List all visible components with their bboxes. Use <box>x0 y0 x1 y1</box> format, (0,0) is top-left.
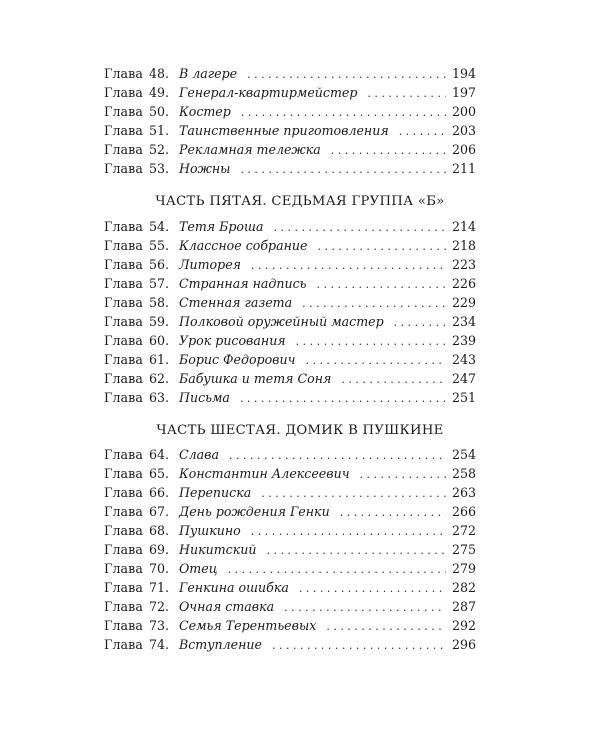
page-number: 263 <box>451 485 476 500</box>
chapter-word: Глава <box>104 485 143 500</box>
dot-leader <box>305 351 446 370</box>
toc-entry[interactable] <box>104 445 476 464</box>
page-number: 206 <box>451 142 476 157</box>
chapter-word: Глава <box>104 523 143 538</box>
page-number: 287 <box>451 599 476 614</box>
toc-entry[interactable] <box>104 483 476 502</box>
chapter-number: 67. <box>148 504 169 519</box>
chapter-word: Глава <box>104 161 143 176</box>
dot-leader <box>240 389 446 408</box>
chapter-number: 49. <box>148 85 169 100</box>
dot-leader <box>261 484 446 503</box>
chapter-number: 51. <box>148 123 169 138</box>
toc-entry[interactable] <box>104 102 476 121</box>
chapter-word: Глава <box>104 66 143 81</box>
dot-leader <box>272 636 446 655</box>
chapter-word: Глава <box>104 466 143 481</box>
chapter-title: Письма <box>178 390 230 405</box>
chapter-word: Глава <box>104 257 143 272</box>
chapter-number: 72. <box>148 599 169 614</box>
dot-leader <box>266 541 446 560</box>
chapter-title: В лагере <box>178 66 238 81</box>
toc-entry[interactable] <box>104 255 476 274</box>
chapter-word: Глава <box>104 371 143 386</box>
page-number: 247 <box>451 371 476 386</box>
chapter-number: 70. <box>148 561 169 576</box>
page-number: 194 <box>451 66 476 81</box>
toc-entry[interactable] <box>104 217 476 236</box>
toc-entry[interactable] <box>104 521 476 540</box>
chapter-number: 74. <box>148 637 169 652</box>
toc-entry[interactable] <box>104 293 476 312</box>
chapter-title: Константин Алексеевич <box>178 466 350 481</box>
chapter-title: Таинственные приготовления <box>178 123 389 138</box>
page-number: 272 <box>451 523 476 538</box>
chapter-number: 60. <box>148 333 169 348</box>
dot-leader <box>326 617 446 636</box>
chapter-number: 73. <box>148 618 169 633</box>
chapter-title: Генкина ошибка <box>178 580 289 595</box>
chapter-title: Ножны <box>178 161 231 176</box>
chapter-word: Глава <box>104 390 143 405</box>
chapter-title: Полковой оружейный мастер <box>178 314 384 329</box>
dot-leader <box>241 103 446 122</box>
page-number: 275 <box>451 542 476 557</box>
chapter-word: Глава <box>104 561 143 576</box>
toc-entry[interactable] <box>104 597 476 616</box>
chapter-word: Глава <box>104 123 143 138</box>
chapter-number: 71. <box>148 580 169 595</box>
chapter-title: Вступление <box>178 637 262 652</box>
dot-leader <box>399 122 446 141</box>
chapter-word: Глава <box>104 142 143 157</box>
page-number: 200 <box>451 104 476 119</box>
page-number: 218 <box>451 238 476 253</box>
page-number: 282 <box>451 580 476 595</box>
dot-leader <box>360 465 446 484</box>
page-number: 243 <box>451 352 476 367</box>
dot-leader <box>331 141 446 160</box>
chapter-word: Глава <box>104 504 143 519</box>
chapter-title: Отец <box>178 561 218 576</box>
toc-entry[interactable] <box>104 369 476 388</box>
dot-leader <box>341 370 446 389</box>
dot-leader <box>273 218 446 237</box>
chapter-title: Рекламная тележка <box>178 142 321 157</box>
chapter-word: Глава <box>104 352 143 367</box>
dot-leader <box>299 579 446 598</box>
toc-entry[interactable] <box>104 83 476 102</box>
toc-entry[interactable] <box>104 121 476 140</box>
toc-entry[interactable] <box>104 635 476 654</box>
chapter-word: Глава <box>104 219 143 234</box>
chapter-number: 59. <box>148 314 169 329</box>
dot-leader <box>317 237 446 256</box>
page-number: 258 <box>451 466 476 481</box>
toc-entry[interactable] <box>104 140 476 159</box>
chapter-title: Борис Федорович <box>178 352 296 367</box>
chapter-number: 62. <box>148 371 169 386</box>
toc-entry[interactable] <box>104 388 476 407</box>
toc-entry[interactable] <box>104 64 476 83</box>
dot-leader <box>240 160 446 179</box>
chapter-title: Пушкино <box>178 523 241 538</box>
chapter-title: День рождения Генки <box>178 504 330 519</box>
toc-entry[interactable] <box>104 350 476 369</box>
toc-entry[interactable] <box>104 540 476 559</box>
chapter-word: Глава <box>104 618 143 633</box>
chapter-title: Урок рисования <box>178 333 286 348</box>
page-number: 279 <box>451 561 476 576</box>
toc-group-part-four-tail <box>104 64 476 178</box>
page-number: 292 <box>451 618 476 633</box>
toc-group-part-six <box>104 445 476 654</box>
chapter-title: Классное собрание <box>178 238 308 253</box>
chapter-word: Глава <box>104 637 143 652</box>
toc-entry[interactable] <box>104 236 476 255</box>
page-number: 234 <box>451 314 476 329</box>
chapter-number: 52. <box>148 142 169 157</box>
chapter-word: Глава <box>104 447 143 462</box>
page-number: 226 <box>451 276 476 291</box>
page-number: 229 <box>451 295 476 310</box>
page-number: 251 <box>451 390 476 405</box>
toc-entry[interactable] <box>104 331 476 350</box>
toc-group-part-five <box>104 217 476 407</box>
chapter-number: 69. <box>148 542 169 557</box>
chapter-word: Глава <box>104 295 143 310</box>
part-six-heading <box>0 421 600 441</box>
dot-leader <box>296 332 446 351</box>
page-number: 214 <box>451 219 476 234</box>
chapter-number: 55. <box>148 238 169 253</box>
page-number: 296 <box>451 637 476 652</box>
toc-entry[interactable] <box>104 464 476 483</box>
toc-entry[interactable] <box>104 274 476 293</box>
chapter-number: 61. <box>148 352 169 367</box>
chapter-title: Никитский <box>178 542 257 557</box>
chapter-number: 65. <box>148 466 169 481</box>
dot-leader <box>284 598 446 617</box>
dot-leader <box>247 65 446 84</box>
chapter-word: Глава <box>104 542 143 557</box>
chapter-number: 64. <box>148 447 169 462</box>
toc-entry[interactable] <box>104 502 476 521</box>
chapter-title: Слава <box>178 447 219 462</box>
chapter-title: Странная надпись <box>178 276 307 291</box>
page-number: 211 <box>451 161 476 176</box>
toc-entry[interactable] <box>104 559 476 578</box>
page-number: 239 <box>451 333 476 348</box>
chapter-number: 56. <box>148 257 169 272</box>
dot-leader <box>317 275 447 294</box>
toc-entry[interactable] <box>104 312 476 331</box>
chapter-word: Глава <box>104 580 143 595</box>
chapter-number: 68. <box>148 523 169 538</box>
chapter-title: Генерал-квартирмейстер <box>178 85 358 100</box>
chapter-number: 63. <box>148 390 169 405</box>
dot-leader <box>394 313 446 332</box>
toc-entry[interactable] <box>104 159 476 178</box>
dot-leader <box>251 256 446 275</box>
chapter-number: 50. <box>148 104 169 119</box>
page-number: 203 <box>451 123 476 138</box>
chapter-title: Семья Терентьевых <box>178 618 317 633</box>
part-heading-text: ЧАСТЬ ПЯТАЯ. СЕДЬМАЯ ГРУППА «Б» <box>155 194 445 209</box>
chapter-title: Стенная газета <box>178 295 293 310</box>
chapter-number: 48. <box>148 66 169 81</box>
dot-leader <box>367 84 446 103</box>
chapter-title: Тетя Броша <box>178 219 264 234</box>
dot-leader <box>340 503 446 522</box>
chapter-title: Очная ставка <box>178 599 275 614</box>
chapter-number: 58. <box>148 295 169 310</box>
chapter-title: Переписка <box>178 485 252 500</box>
chapter-word: Глава <box>104 314 143 329</box>
chapter-word: Глава <box>104 238 143 253</box>
toc-entry[interactable] <box>104 616 476 635</box>
chapter-word: Глава <box>104 85 143 100</box>
page-number: 254 <box>451 447 476 462</box>
chapter-number: 53. <box>148 161 169 176</box>
page-number: 197 <box>451 85 476 100</box>
chapter-word: Глава <box>104 333 143 348</box>
dot-leader <box>229 446 446 465</box>
chapter-number: 66. <box>148 485 169 500</box>
toc-entry[interactable] <box>104 578 476 597</box>
part-five-heading <box>0 192 600 212</box>
dot-leader <box>228 560 447 579</box>
chapter-title: Костер <box>178 104 231 119</box>
chapter-word: Глава <box>104 104 143 119</box>
chapter-title: Бабушка и тетя Соня <box>178 371 332 386</box>
page-number: 223 <box>451 257 476 272</box>
chapter-word: Глава <box>104 599 143 614</box>
dot-leader <box>302 294 446 313</box>
part-heading-text: ЧАСТЬ ШЕСТАЯ. ДОМИК В ПУШКИНЕ <box>156 423 444 438</box>
chapter-number: 57. <box>148 276 169 291</box>
dot-leader <box>251 522 446 541</box>
page-number: 266 <box>451 504 476 519</box>
chapter-word: Глава <box>104 276 143 291</box>
chapter-title: Литорея <box>178 257 241 272</box>
chapter-number: 54. <box>148 219 169 234</box>
